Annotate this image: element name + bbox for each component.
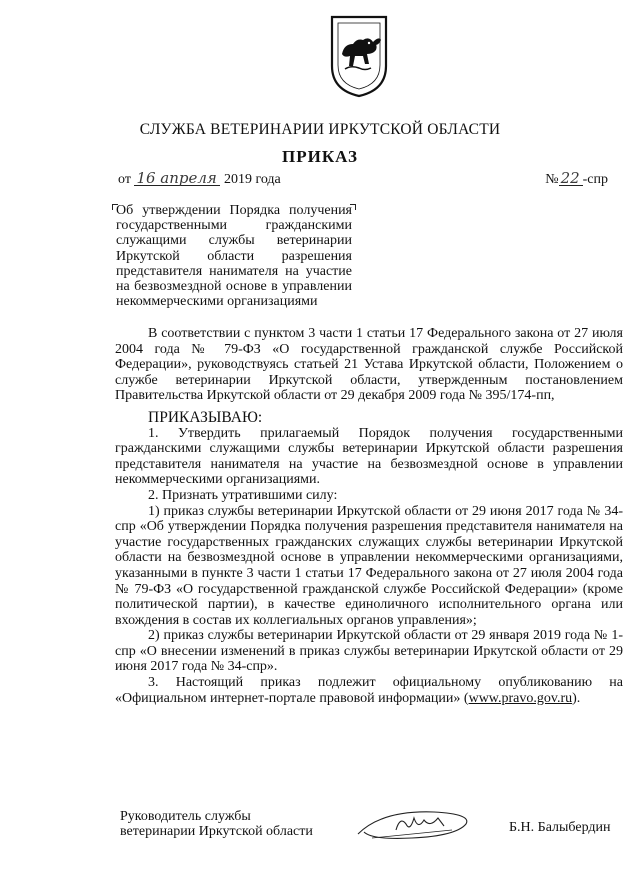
bracket-top-left <box>112 204 118 210</box>
signatory-role <box>120 809 313 839</box>
item-3 <box>115 675 623 706</box>
organization-name: СЛУЖБА ВЕТЕРИНАРИИ ИРКУТСКОЙ ОБЛАСТИ <box>139 121 501 138</box>
order-subject <box>116 203 352 309</box>
item-2: 2. Признать утратившими силу: <box>148 487 338 503</box>
item-2-2: 2) приказ службы ветеринарии Иркутской области от 29 января 2019 года № 1-спр «О внесении изменений в приказ службы ветеринарии Иркутской области от 29 июня 2017 года № 34-спр». <box>115 628 623 675</box>
preamble-paragraph: В соответствии с пунктом 3 части 1 статьи 17 Федерального закона от 27 июля 2004 года № 79-ФЗ «О государственной гражданской службе Российской Федерации», руководствуясь статьей 21 Устава Иркутской области, Положением о службе ветеринарии Иркутской области, утвержденным постановлением Правительства Иркутской области от 29 декабря 2009 года № 395/174-пп, <box>115 326 623 404</box>
order-word: ПРИКАЗЫВАЮ: <box>148 408 263 426</box>
handwritten-date: 16 апреля <box>134 171 220 186</box>
signatory-role-line-1: Руководитель службы <box>120 809 251 824</box>
handwritten-number: 22 <box>559 171 583 186</box>
date-line <box>118 171 281 188</box>
number-suffix: -спр <box>582 172 608 187</box>
order-body <box>115 326 623 706</box>
item-3-end: ). <box>572 690 581 706</box>
item-2-1: 1) приказ службы ветеринарии Иркутской области от 29 июня 2017 года № 34-спр «Об утверждении Порядка получения разрешения представителя нанимателя на участие государственных гражданских служащих службы ветеринарии Иркутской области на безвозмездной основе в управлении некоммерческими организациями, указанными в пункте 3 части 1 статьи 17 Федерального закона от 27 июля 2004 года № 79-ФЗ «О государственной гражданской службе Российской Федерации» (кроме политической партии), в качестве единоличного исполнительного органа или вхождения в состав их коллегиальных органов управления»; <box>115 503 623 628</box>
handwritten-signature-icon <box>352 804 480 844</box>
document-type-title: ПРИКАЗ <box>282 147 358 166</box>
subject-text: Об утверждении Порядка получения государственными гражданскими служащими службы ветеринарии Иркутской области разрешения представителя нанимателя на участие на безвозмездной основе в управлении некоммерческими организациями <box>116 203 352 310</box>
signatory-name: Б.Н. Балыбердин <box>509 820 611 835</box>
irkutsk-coat-of-arms-icon <box>329 14 389 98</box>
date-suffix: 2019 года <box>223 172 281 187</box>
number-prefix: № <box>545 172 559 187</box>
pravo-gov-link[interactable]: www.pravo.gov.ru <box>468 690 573 706</box>
bracket-top-right <box>350 204 356 210</box>
signatory-role-line-2: ветеринарии Иркутской области <box>120 824 313 839</box>
date-prefix: от <box>118 172 131 187</box>
item-1: 1. Утвердить прилагаемый Порядок получения государственными гражданскими служащими службы ветеринарии Иркутской области разрешения представителя нанимателя на участие на безвозмездной основе в управлении некоммерческими организациями. <box>115 425 623 488</box>
item-3-text: 3. Настоящий приказ подлежит официальному опубликованию на «Официальном интернет-портале правовой информации» ( <box>115 675 623 706</box>
order-number-line <box>545 171 608 188</box>
